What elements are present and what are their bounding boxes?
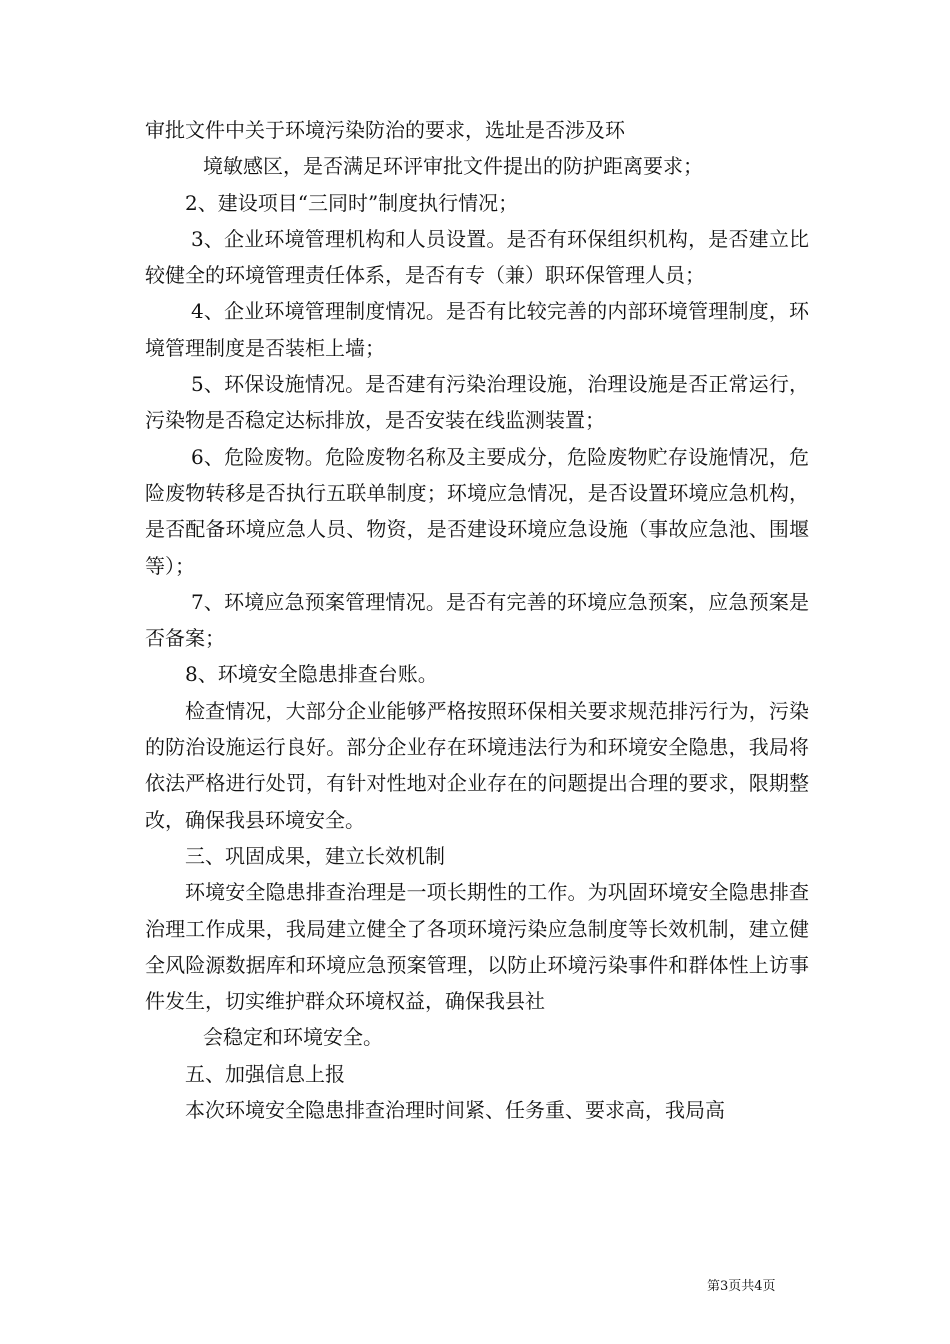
paragraph-9: 8、环境安全隐患排查台账。 bbox=[185, 662, 438, 687]
paragraph-5: 4、企业环境管理制度情况。是否有比较完善的内部环境管理制度，环境管理制度是否装柜上墙； bbox=[145, 299, 809, 360]
paragraph-4: 3、企业环境管理机构和人员设置。是否有环保组织机构，是否建立比较健全的环境管理责任体系，是否有专（兼）职环保管理人员； bbox=[145, 226, 809, 288]
paragraph-15: 本次环境安全隐患排查治理时间紧、任务重、要求高，我局高 bbox=[185, 1098, 725, 1123]
paragraph-6: 5、环保设施情况。是否建有污染治理设施，治理设施是否正常运行，污染物是否稳定达标排放，是否安装在线监测装置； bbox=[145, 372, 809, 433]
paragraph-10: 检查情况，大部分企业能够严格按照环保相关要求规范排污行为，污染的防治设施运行良好。部分企业存在环境违法行为和环境安全隐患，我局将依法严格进行处罚，有针对性地对企业存在的问题提出合理的要求，限期整改，确保我县环境安全。 bbox=[145, 698, 809, 832]
section-heading-5: 五、加强信息上报 bbox=[185, 1061, 345, 1086]
paragraph-8: 7、环境应急预案管理情况。是否有完善的环境应急预案，应急预案是否备案； bbox=[145, 589, 809, 651]
paragraph-3: 2、建设项目“三同时”制度执行情况； bbox=[185, 190, 519, 215]
paragraph-2: 境敏感区，是否满足环评审批文件提出的防护距离要求； bbox=[203, 154, 703, 179]
page-number-footer: 第3页共4页 bbox=[707, 1279, 776, 1294]
paragraph-13: 会稳定和环境安全。 bbox=[203, 1025, 383, 1050]
paragraph-1: 审批文件中关于环境污染防治的要求，选址是否涉及环 bbox=[145, 118, 625, 142]
paragraph-12: 环境安全隐患排查治理是一项长期性的工作。为巩固环境安全隐患排查治理工作成果，我局建立健全了各项环境污染应急制度等长效机制，建立健全风险源数据库和环境应急预案管理，以防止环境污染事件和群体性上访事件发生，切实维护群众环境权益，确保我县社 bbox=[145, 880, 809, 1014]
paragraph-7: 6、危险废物。危险废物名称及主要成分，危险废物贮存设施情况，危险废物转移是否执行五联单制度；环境应急情况，是否设置环境应急机构，是否配备环境应急人员、物资，是否建设环境应急设施（事故应急池、围堰等）； bbox=[145, 444, 809, 578]
body-text bbox=[145, 112, 809, 1128]
section-heading-3: 三、巩固成果，建立长效机制 bbox=[185, 843, 445, 868]
